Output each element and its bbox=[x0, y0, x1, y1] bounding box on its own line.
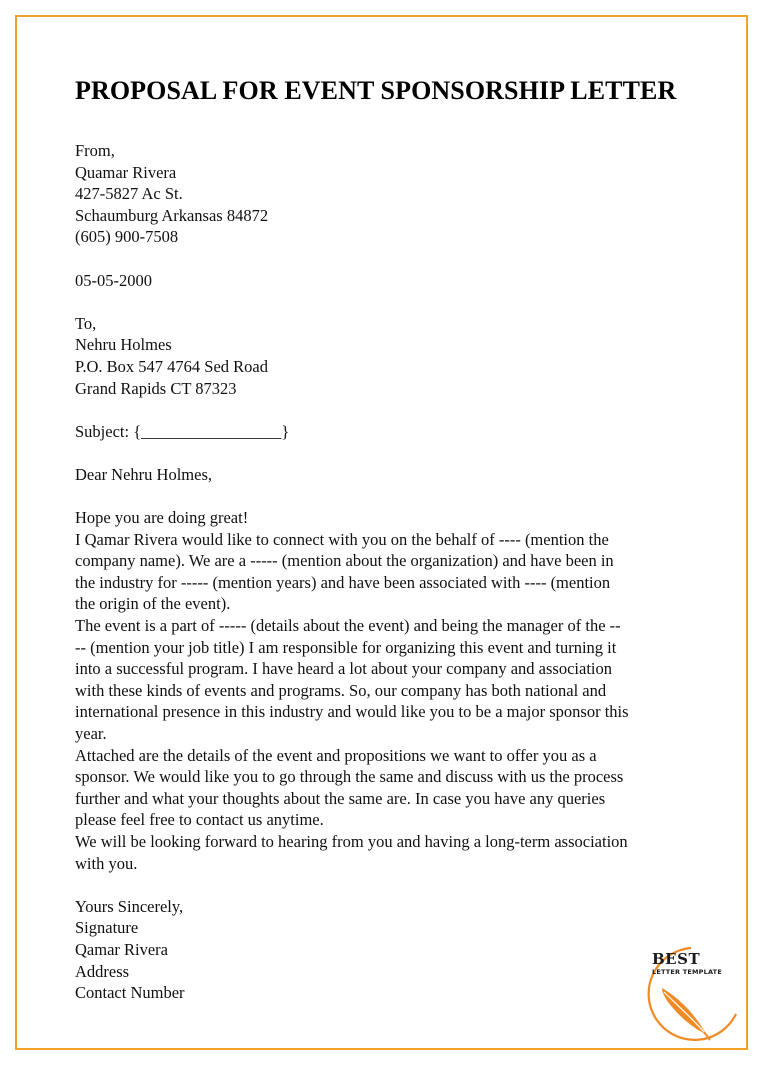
sender-phone: (605) 900-7508 bbox=[75, 227, 179, 247]
letter-title: PROPOSAL FOR EVENT SPONSORSHIP LETTER bbox=[75, 76, 677, 105]
body-line: please feel free to contact us anytime. bbox=[75, 810, 324, 830]
sender-street: 427-5827 Ac St. bbox=[75, 184, 183, 204]
body-line: international presence in this industry and would like you to be a major sponsor this bbox=[75, 702, 629, 722]
body-line: the industry for ----- (mention years) and have been associated with ---- (mention bbox=[75, 572, 611, 592]
body-line: with these kinds of events and programs. So, our company has both national and bbox=[75, 680, 607, 700]
body-line: further and what your thoughts about the same are. In case you have any queries bbox=[75, 788, 606, 808]
body-line: -- (mention your job title) I am responsible for organizing this event and turning it bbox=[75, 637, 617, 657]
body-line: The event is a part of ----- (details about the event) and being the manager of the -- bbox=[75, 616, 621, 636]
sender-name: Quamar Rivera bbox=[75, 162, 177, 182]
closing-name: Qamar Rivera bbox=[75, 939, 168, 959]
body-line: sponsor. We would like you to go through the same and discuss with us the process bbox=[75, 767, 624, 787]
sender-block bbox=[75, 140, 690, 248]
letter-content bbox=[75, 140, 690, 1004]
body-line: year. bbox=[75, 724, 107, 744]
body-line: Attached are the details of the event and propositions we want to offer you as a bbox=[75, 745, 597, 765]
closing-contact: Contact Number bbox=[75, 983, 185, 1003]
body-line: Hope you are doing great! bbox=[75, 508, 249, 528]
body-line: into a successful program. I have heard a lot about your company and association bbox=[75, 659, 612, 679]
body-line: company name). We are a ----- (mention about the organization) and have been in bbox=[75, 551, 614, 571]
body-line: the origin of the event). bbox=[75, 594, 231, 614]
body-line: with you. bbox=[75, 853, 138, 873]
letter-date: 05-05-2000 bbox=[75, 270, 152, 290]
closing-block bbox=[75, 896, 690, 1004]
sign-off: Yours Sincerely, bbox=[75, 896, 184, 916]
recipient-city: Grand Rapids CT 87323 bbox=[75, 378, 237, 398]
closing-address: Address bbox=[75, 961, 130, 981]
recipient-street: P.O. Box 547 4764 Sed Road bbox=[75, 356, 268, 376]
sender-label: From, bbox=[75, 141, 115, 160]
body-line: I Qamar Rivera would like to connect with you on the behalf of ---- (mention the bbox=[75, 529, 609, 549]
recipient-name: Nehru Holmes bbox=[75, 335, 172, 355]
logo-subtext: LETTER TEMPLATE bbox=[652, 968, 722, 976]
salutation: Dear Nehru Holmes, bbox=[75, 464, 212, 484]
body-line: We will be looking forward to hearing from you and having a long-term association bbox=[75, 832, 628, 851]
signature: Signature bbox=[75, 918, 139, 938]
sender-city: Schaumburg Arkansas 84872 bbox=[75, 205, 269, 225]
recipient-label: To, bbox=[75, 313, 97, 333]
subject-line: Subject: {_________________} bbox=[75, 421, 290, 441]
letter-body bbox=[75, 507, 690, 874]
logo-text: BEST bbox=[652, 950, 701, 968]
recipient-block bbox=[75, 313, 690, 399]
